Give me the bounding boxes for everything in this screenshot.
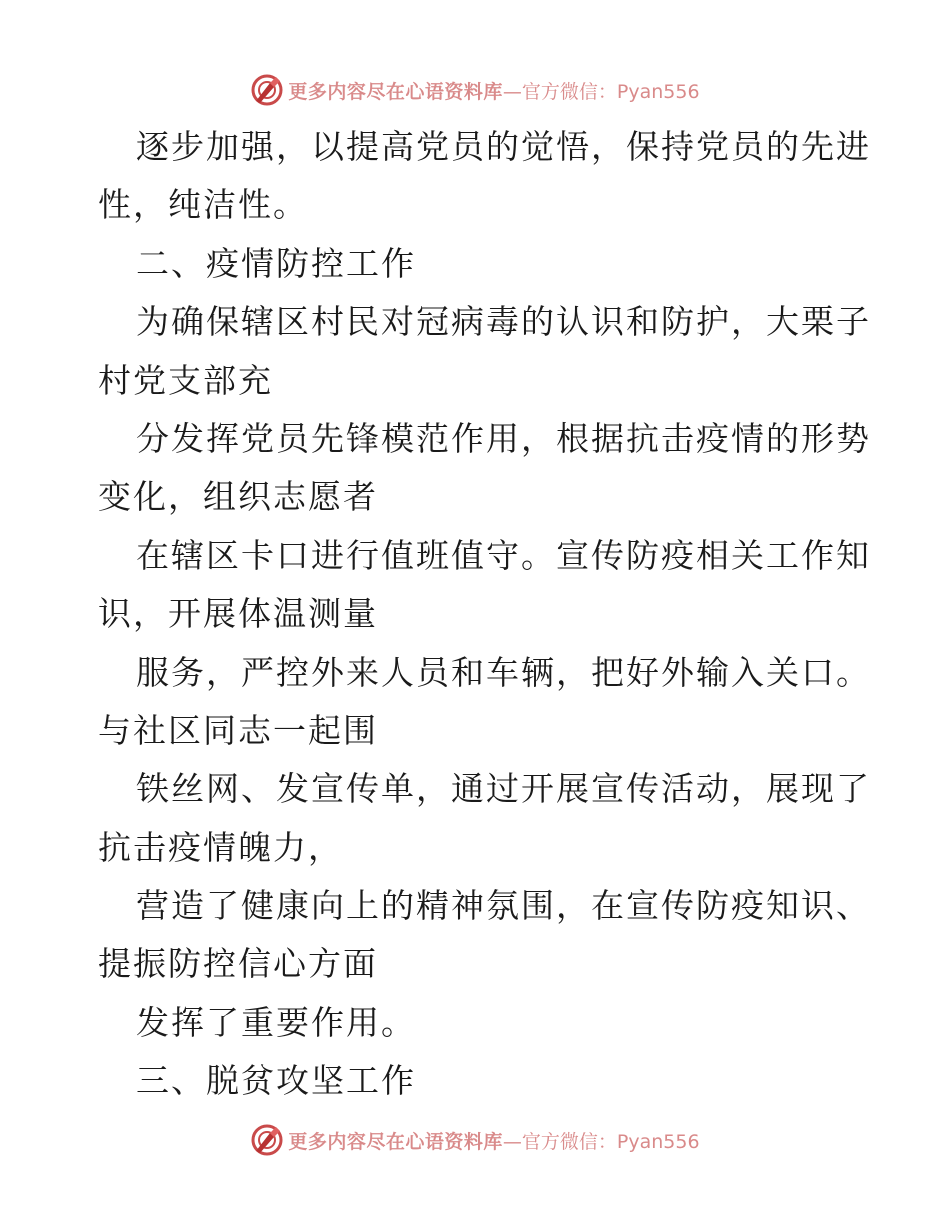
text-line: 发挥了重要作用。 (136, 1002, 416, 1042)
header-banner-title: 更多内容尽在心语资料库 (288, 80, 503, 103)
paragraph-block (98, 118, 871, 1111)
header-banner (0, 70, 950, 110)
brand-logo-icon (250, 73, 284, 107)
text-line: 性，纯洁性。 (98, 185, 308, 225)
text-line: 营造了健康向上的精神氛围，在宣传防疫知识、 (136, 886, 871, 926)
footer-banner (0, 1120, 950, 1160)
section-heading: 二、疫情防控工作 (136, 243, 416, 283)
text-line: 抗击疫情魄力， (98, 827, 343, 867)
text-line: 服务，严控外来人员和车辆，把好外输入关口。 (136, 652, 871, 692)
text-line: 为确保辖区村民对冠病毒的认识和防护，大栗子 (136, 302, 871, 342)
text-line: 变化，组织志愿者 (98, 477, 378, 517)
text-line: 逐步加强，以提高党员的觉悟，保持党员的先进 (136, 127, 871, 166)
text-line: 村党支部充 (98, 360, 273, 400)
text-line: 与社区同志一起围 (98, 710, 378, 750)
document-body (98, 118, 871, 1111)
text-line: 提振防控信心方面 (98, 944, 378, 984)
footer-banner-title: 更多内容尽在心语资料库 (288, 1130, 503, 1153)
section-heading: 三、脱贫攻坚工作 (136, 1061, 416, 1101)
text-line: 铁丝网、发宣传单，通过开展宣传活动，展现了 (136, 769, 871, 809)
header-banner-wechat: —官方微信：Pyan556 (502, 80, 700, 103)
brand-logo-icon (250, 1123, 284, 1157)
text-line: 分发挥党员先锋模范作用，根据抗击疫情的形势 (136, 418, 871, 458)
text-line: 识，开展体温测量 (98, 594, 378, 634)
text-line: 在辖区卡口进行值班值守。宣传防疫相关工作知 (136, 535, 871, 575)
footer-banner-wechat: —官方微信：Pyan556 (502, 1130, 700, 1153)
